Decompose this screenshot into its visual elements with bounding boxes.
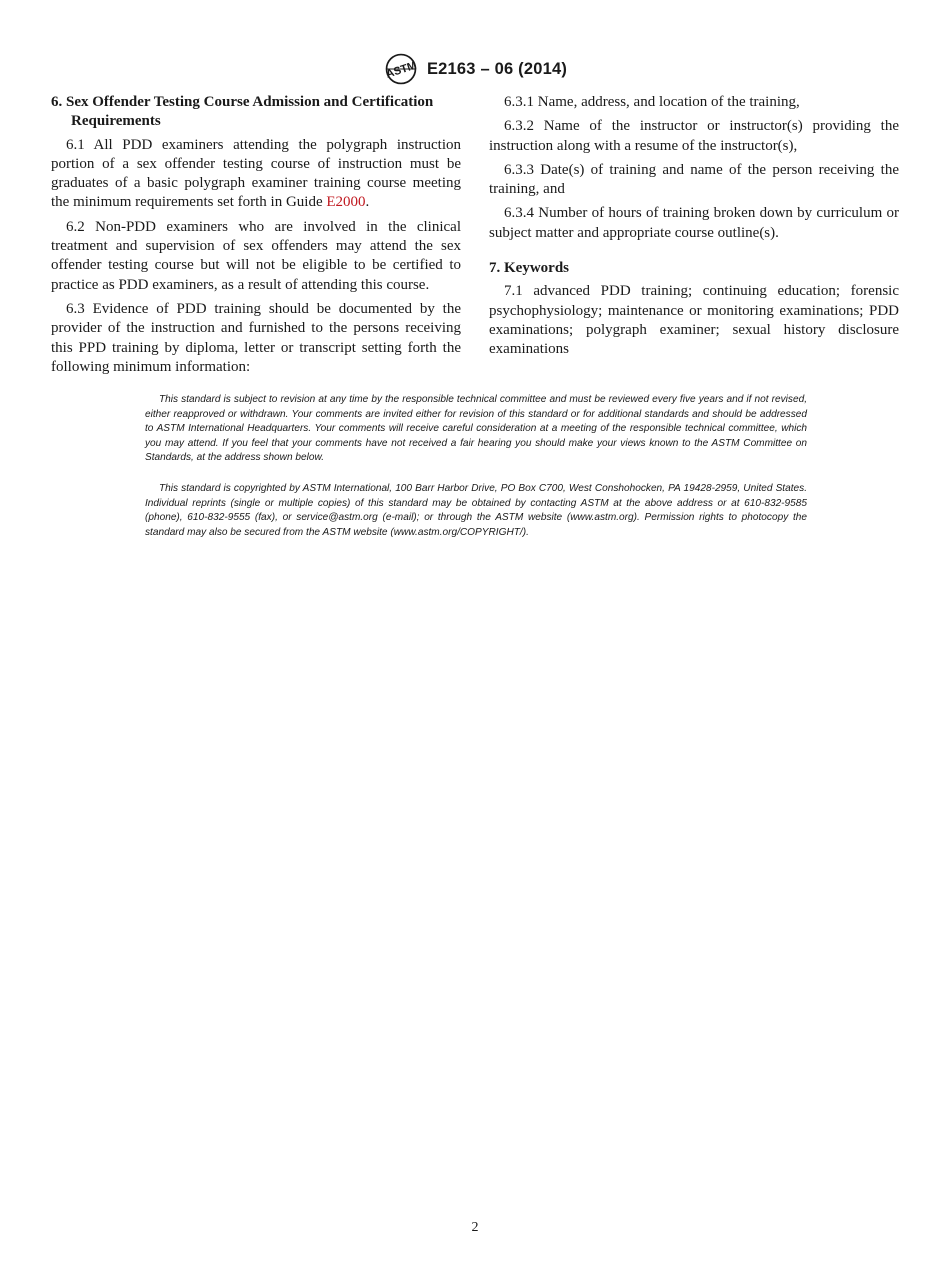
page-number: 2: [471, 1220, 479, 1235]
paragraph-7-1: 7.1 advanced PDD training; continuing education; forensic psychophysiology; maintenance or monitoring examinations; PDD examinations; polygraph examiner; sexual history disclosure examinations: [489, 283, 899, 358]
paragraph-6-2: 6.2 Non-PDD examiners who are involved in the clinical treatment and supervision of sex offenders may attend the sex offender testing course but will not be eligible to be certified to practice as PDD examiners, as a result of attending this course.: [51, 218, 461, 293]
guide-e2000-link[interactable]: E2000: [326, 194, 366, 211]
paragraph-6-3-1: 6.3.1 Name, address, and location of the training,: [504, 94, 800, 110]
paragraph-6-3-3: 6.3.3 Date(s) of training and name of the person receiving the training, and: [489, 161, 899, 198]
left-column: [51, 93, 461, 382]
section-6-heading: 6. Sex Offender Testing Course Admission and Certification Requirements: [51, 94, 434, 130]
paragraph-6-1: [51, 136, 461, 213]
right-column: [489, 93, 899, 365]
paragraph-6-3-2: 6.3.2 Name of the instructor or instructor(s) providing the instruction along with a resume of the instructor(s),: [489, 118, 899, 154]
section-7-heading: 7. Keywords: [489, 260, 569, 277]
copyright-notice: This standard is copyrighted by ASTM International, 100 Barr Harbor Drive, PO Box C700, West Conshohocken, PA 19428-2959, United States. Individual reprints (single or multiple copies) of this standard may be obtained by contacting ASTM at the above address or at 610-832-9585 (phone), 610-832-9555 (fax), or service@astm.org (e-mail); or through the ASTM website (www.astm.org). Permission rights to photocopy the standard may also be secured from the ASTM website (www.astm.org/COPYRIGHT/).: [145, 483, 807, 538]
page-header: [0, 52, 950, 86]
revision-notice: This standard is subject to revision at any time by the responsible technical committee and must be reviewed every five years and if not revised, either reapproved or withdrawn. Your comments are invited either for revision of this standard or for additional standards and should be addressed to ASTM International Headquarters. Your comments will receive careful consideration at a meeting of the responsible technical committee, which you may attend. If you feel that your comments have not received a fair hearing you should make your views known to the ASTM Committee on Standards, at the address shown below.: [145, 394, 807, 464]
astm-logo-icon: [383, 52, 419, 86]
paragraph-6-3-4: 6.3.4 Number of hours of training broken down by curriculum or subject matter and appropriate course outline(s).: [489, 205, 899, 241]
paragraph-6-3: 6.3 Evidence of PDD training should be documented by the provider of the instruction and furnished to the persons receiving this PPD training by diploma, letter or transcript setting forth the following minimum information:: [51, 300, 461, 375]
paragraph-6-1-text: 6.1 All PDD examiners attending the polygraph instruction portion of a sex offender testing course of instruction must be graduates of a basic polygraph examiner training course meeting the minimum requirements set forth in Guide: [51, 136, 461, 211]
paragraph-6-1-end: .: [365, 194, 370, 211]
svg-text:ASTM: ASTM: [384, 59, 419, 81]
standard-designation: E2163 – 06 (2014): [426, 59, 568, 78]
